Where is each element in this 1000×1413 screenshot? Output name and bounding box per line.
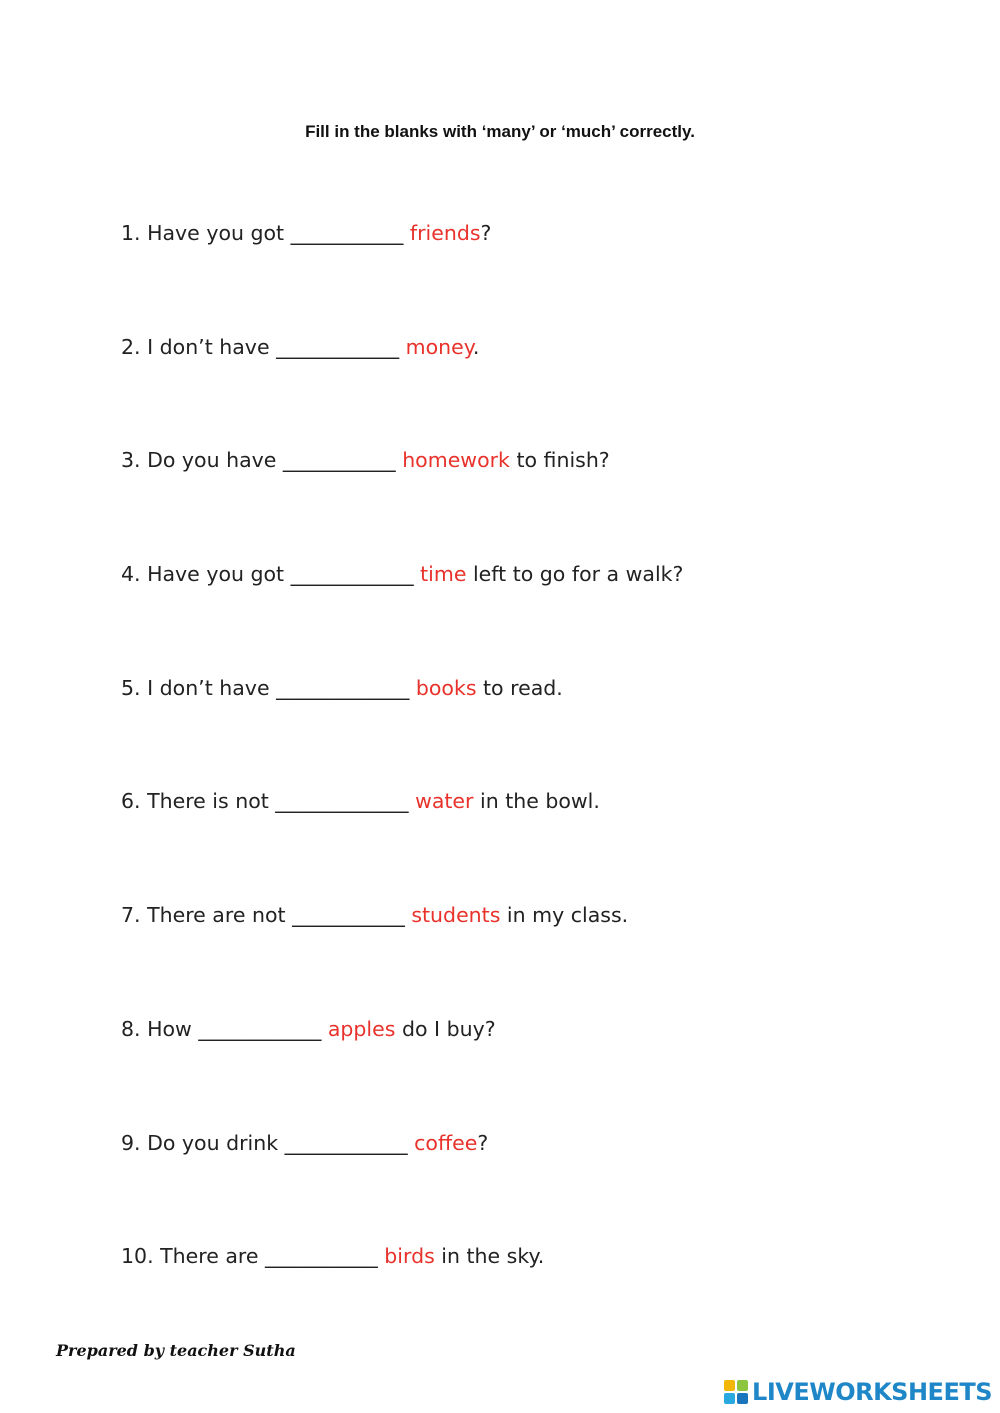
question-text: 4. Have you got ____________ — [121, 562, 421, 587]
question-text: 10. There are ___________ — [121, 1244, 385, 1269]
question-keyword: apples — [327, 1016, 396, 1041]
question-4 — [121, 553, 941, 667]
question-ending: in my class. — [500, 903, 629, 928]
question-list — [121, 212, 941, 1349]
question-ending: left to go for a walk? — [466, 562, 684, 587]
logo-square-icon — [737, 1380, 748, 1391]
question-ending: do I buy? — [395, 1016, 496, 1041]
question-ending: in the bowl. — [473, 789, 600, 814]
question-keyword: homework — [402, 448, 510, 473]
question-ending: to finish? — [509, 448, 610, 473]
question-3 — [121, 439, 941, 553]
logo-square-icon — [724, 1393, 735, 1404]
question-text: 3. Do you have ___________ — [121, 448, 403, 473]
question-text: 2. I don’t have ____________ — [121, 334, 406, 359]
question-text: 6. There is not _____________ — [121, 789, 416, 814]
question-ending: ? — [480, 221, 492, 245]
logo-square-icon — [737, 1393, 748, 1404]
question-text: 1. Have you got ___________ — [121, 221, 410, 245]
question-text: 5. I don’t have _____________ — [121, 675, 416, 700]
question-9 — [121, 1122, 941, 1236]
question-keyword: students — [411, 903, 501, 928]
question-6 — [121, 780, 941, 894]
question-text: 9. Do you drink ____________ — [121, 1130, 415, 1155]
question-1 — [121, 212, 941, 326]
question-text: 7. There are not ___________ — [121, 903, 412, 928]
question-ending: to read. — [476, 675, 563, 700]
question-keyword: money — [405, 334, 473, 359]
question-5 — [121, 667, 941, 781]
question-keyword: coffee — [414, 1130, 478, 1155]
question-keyword: birds — [384, 1244, 435, 1269]
question-8 — [121, 1008, 941, 1122]
teacher-credit: Prepared by teacher Sutha — [56, 1341, 296, 1360]
brand-name: LIVEWORKSHEETS — [752, 1378, 992, 1406]
question-text: 8. How ____________ — [121, 1016, 328, 1041]
question-keyword: water — [415, 789, 474, 814]
question-7 — [121, 894, 941, 1008]
liveworksheets-logo-icon — [724, 1380, 748, 1404]
question-2 — [121, 326, 941, 440]
question-keyword: books — [415, 675, 477, 700]
liveworksheets-brand — [724, 1378, 992, 1406]
question-ending: in the sky. — [434, 1244, 545, 1269]
worksheet-title: Fill in the blanks with ‘many’ or ‘much’ correctly. — [305, 122, 695, 141]
question-10 — [121, 1235, 941, 1349]
question-keyword: time — [420, 562, 467, 587]
question-ending: . — [472, 334, 480, 359]
logo-square-icon — [724, 1380, 735, 1391]
question-keyword: friends — [409, 221, 481, 245]
question-ending: ? — [477, 1130, 489, 1155]
